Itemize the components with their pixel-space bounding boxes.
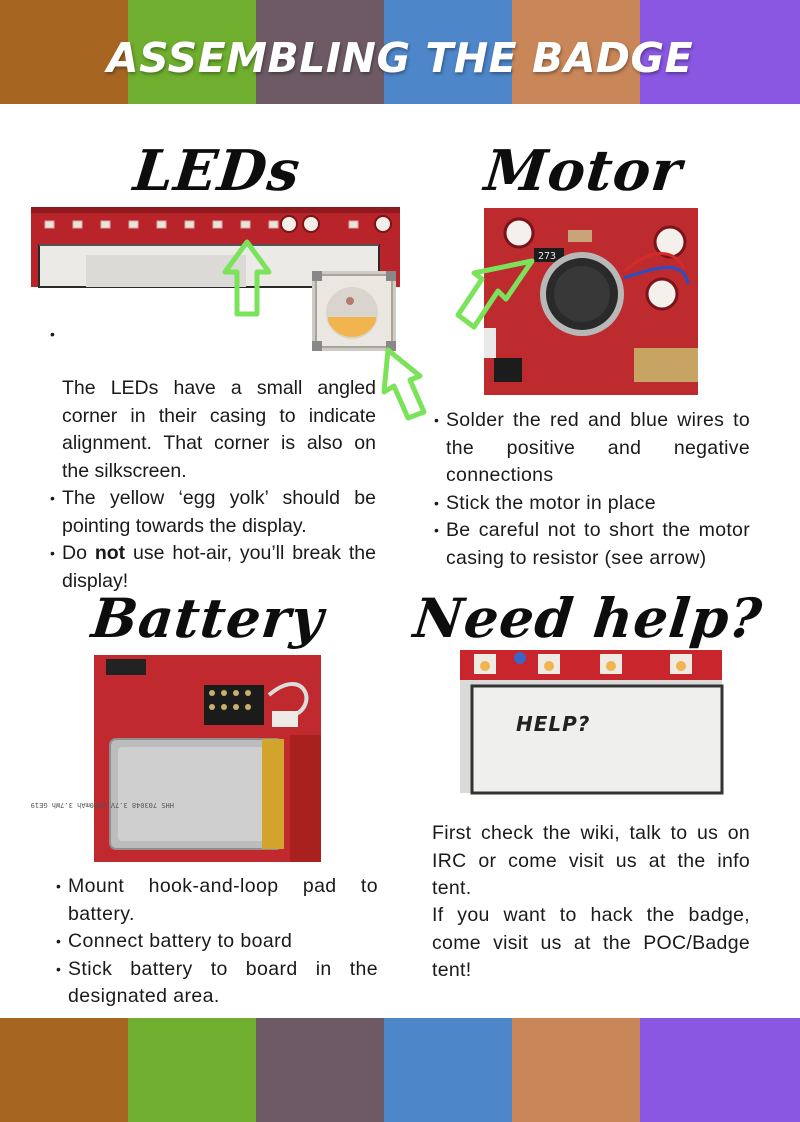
stripe-block: [640, 1018, 800, 1122]
resistor-label: 273: [538, 251, 557, 262]
leds-heading: LEDs: [130, 138, 304, 204]
stripe-block: [256, 1018, 384, 1122]
green-outline-arrow-icon: [221, 238, 273, 318]
leds-bullet-text: Do: [62, 542, 95, 564]
motor-bullet-text: Be careful not to short the motor casing to resistor (see arrow): [446, 519, 750, 569]
stripe-block: [384, 1018, 512, 1122]
battery-bullet-text: Stick battery to board in the designated area.: [68, 957, 378, 1007]
stripe-block: [0, 1018, 128, 1122]
list-item: [56, 956, 378, 1011]
list-item: [434, 407, 750, 490]
battery-heading: Battery: [88, 586, 328, 650]
list-item: [434, 490, 750, 518]
help-photo: [460, 650, 722, 793]
motor-bullet-text: Solder the red and blue wires to the positive and negative connections: [446, 409, 750, 486]
list-item: [50, 321, 376, 485]
leds-bullet-text: use hot-air, you’ll break the display!: [62, 542, 376, 592]
green-outline-arrow-icon: [446, 253, 540, 333]
list-item: [56, 928, 378, 956]
leds-bullet-list: [50, 321, 376, 595]
green-outline-arrow-icon: [372, 346, 428, 422]
emphasis-text: not: [94, 542, 126, 564]
help-screen-text: HELP?: [516, 712, 591, 736]
battery-photo: [30, 655, 321, 862]
motor-heading: Motor: [481, 138, 686, 204]
battery-bullet-text: Connect battery to board: [68, 930, 293, 952]
stripe-block: [512, 1018, 640, 1122]
motor-bullet-list: [434, 407, 750, 572]
battery-bullet-list: [56, 873, 378, 1011]
leds-bullet-text: The yellow ‘egg yolk’ should be pointing towards the display.: [62, 487, 376, 537]
help-heading: Need help?: [410, 586, 766, 650]
bottom-color-stripe: [0, 1018, 800, 1122]
wrap-spacer: [50, 321, 376, 375]
help-paragraph: If you want to hack the badge, come visit us at the POC/Badge tent!: [432, 904, 750, 981]
stripe-block: [128, 1018, 256, 1122]
list-item: [50, 485, 376, 540]
help-paragraph: First check the wiki, talk to us on IRC or come visit us at the info tent.: [432, 822, 750, 899]
page-title: ASSEMBLING THE BADGE: [106, 34, 694, 82]
motor-bullet-text: Stick the motor in place: [446, 491, 656, 514]
leds-bullet-text: The LEDs have a small angled corner in their casing to indicate alignment. That corner is also on the silkscreen.: [62, 377, 376, 482]
battery-label-text: HHS 703048 3.7V 1000mAh 3.7Wh GE19: [30, 801, 174, 809]
battery-bullet-text: Mount hook-and-loop pad to battery.: [68, 875, 378, 925]
list-item: [434, 517, 750, 572]
list-item: [56, 873, 378, 928]
